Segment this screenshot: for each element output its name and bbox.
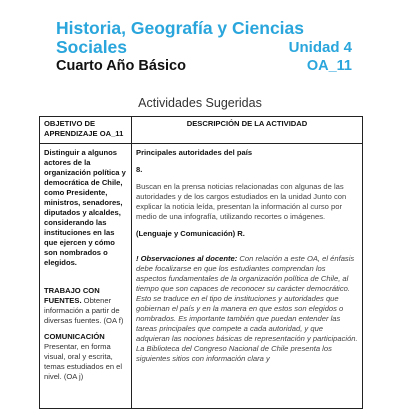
unit-label: Unidad 4 bbox=[288, 39, 352, 56]
description-column-header: DESCRIPCIÓN DE LA ACTIVIDAD bbox=[132, 117, 363, 144]
table-row bbox=[40, 144, 363, 409]
skill-sources bbox=[44, 286, 127, 326]
oa-label: OA_11 bbox=[306, 58, 352, 74]
activity-title: Principales autoridades del país bbox=[136, 148, 253, 157]
table-header-row bbox=[40, 117, 363, 144]
skill-sources-text: Obtener información a partir de diversas fuentes. (OA f) bbox=[44, 296, 124, 325]
objective-text: Distinguir a algunos actores de la organización política y democrática de Chile, como Presidente, ministros, senadores, diputados y alcaldes, considerando las instituciones en las que ejercen y cómo son nombrados o elegidos. bbox=[44, 148, 126, 267]
subject-title: Historia, Geografía y Ciencias Sociales bbox=[56, 18, 305, 57]
activity-integration: (Lenguaje y Comunicación) R. bbox=[136, 229, 245, 238]
grade-label: Cuarto Año Básico bbox=[56, 58, 186, 74]
activity-text: Buscan en la prensa noticias relacionadas con algunas de las autoridades y de los cargos estudiados en la unidad Junto con explicar la noticia leída, presentan la información al curso por medio de una infografía, utilizando recortes o imágenes. bbox=[136, 182, 347, 221]
skill-sources-title: TRABAJO CON FUENTES. bbox=[44, 286, 100, 305]
section-title: Actividades Sugeridas bbox=[138, 96, 262, 110]
objective-column-header: OBJETIVO DE APRENDIZAJE OA_11 bbox=[40, 117, 132, 144]
activity-number: 8. bbox=[136, 165, 143, 174]
objective-cell bbox=[40, 144, 132, 409]
activities-table bbox=[39, 116, 363, 409]
observations-label: ! Observaciones al docente: bbox=[136, 254, 238, 263]
teacher-observations bbox=[136, 254, 358, 364]
description-cell bbox=[132, 144, 363, 409]
skill-communication-title: COMUNICACIÓN bbox=[44, 332, 105, 341]
skill-communication-text: Presentar, en forma visual, oral y escrita, temas estudiados en el nivel. (OA j) bbox=[44, 342, 123, 381]
observations-text: Con relación a este OA, el énfasis debe focalizarse en que los estudiantes comprendan los aspectos fundamentales de la organización política de Chile, al tiempo que son capaces de reconocer su carácter democrático. Esto se traduce en el tipo de instituciones y autoridades que gobiernan el país y en la manera en que estos son elegidos o nombrados. Es importante también que puedan entender las tareas principales que compete a cada autoridad, y que adquieran las nociones básicas de representación y participación. La Biblioteca del Congreso Nacional de Chile presenta los siguientes sitios con información clara y bbox=[136, 254, 358, 363]
skill-communication bbox=[44, 332, 127, 382]
